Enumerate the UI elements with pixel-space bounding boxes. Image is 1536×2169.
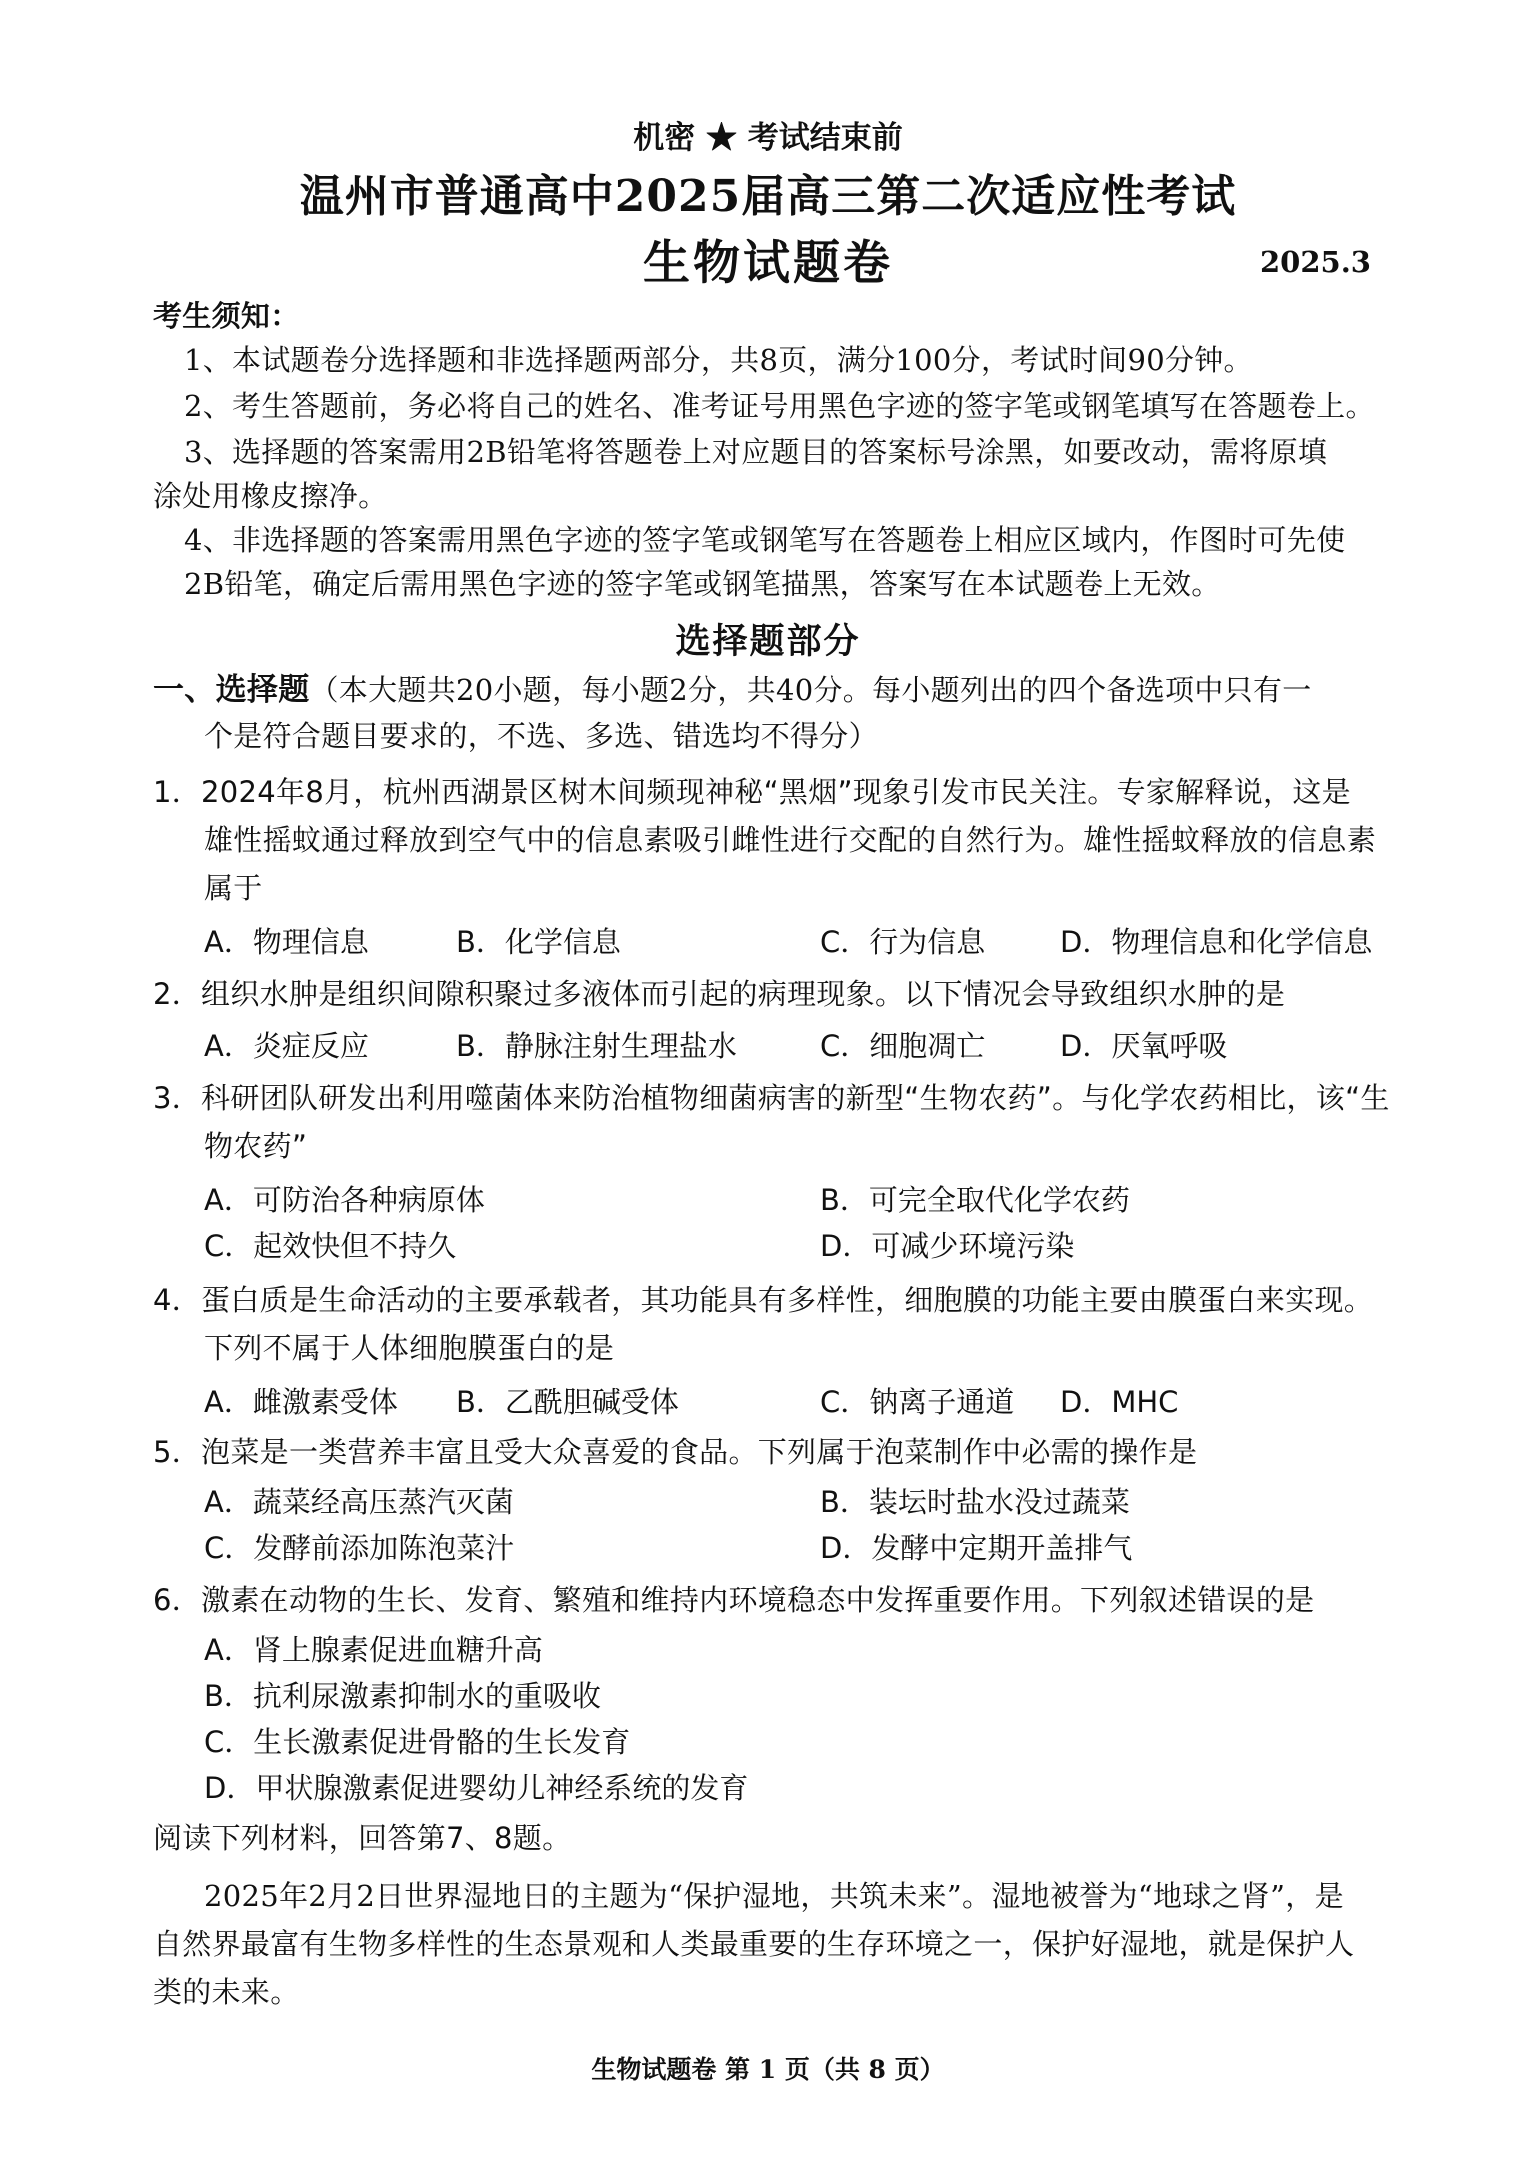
notice-item-4: 4、非选择题的答案需用黑色字迹的签字笔或钢笔写在答题卷上相应区域内，作图时可先使 [184, 523, 1346, 557]
q5-option-b: B．装坛时盐水没过蔬菜 [820, 1485, 1130, 1519]
notice-item-2: 2、考生答题前，务必将自己的姓名、准考证号用黑色字迹的签字笔或钢笔填写在答题卷上。 [184, 389, 1375, 423]
notice-item-3: 3、选择题的答案需用2B铅笔将答题卷上对应题目的答案标号涂黑，如要改动，需将原填 [184, 435, 1328, 469]
reading-prompt: 阅读下列材料，回答第7、8题。 [153, 1821, 572, 1855]
q4-option-a: A．雌激素受体 [204, 1385, 398, 1419]
q2-line-1: 2．组织水肿是组织间隙积聚过多液体而引起的病理现象。以下情况会导致组织水肿的是 [153, 977, 1286, 1011]
q5-line-1: 5．泡菜是一类营养丰富且受大众喜爱的食品。下列属于泡菜制作中必需的操作是 [153, 1435, 1198, 1469]
q2-option-d: D．厌氧呼吸 [1060, 1029, 1228, 1063]
q4-option-d: D．MHC [1060, 1385, 1179, 1419]
subject-title: 生物试题卷 [643, 236, 893, 291]
q6-option-d: D．甲状腺激素促进婴幼儿神经系统的发育 [204, 1771, 749, 1805]
q3-option-b: B．可完全取代化学农药 [820, 1183, 1130, 1217]
q5-option-c: C．发酵前添加陈泡菜汁 [204, 1531, 515, 1565]
q3-line-1: 3．科研团队研发出利用噬菌体来防治植物细菌病害的新型“生物农药”。与化学农药相比，该“生 [153, 1081, 1390, 1115]
q6-option-a: A．肾上腺素促进血糖升高 [204, 1633, 543, 1667]
q1-line-1: 1．2024年8月，杭州西湖景区树木间频现神秘“黑烟”现象引发市民关注。专家解释说，这是 [153, 775, 1351, 809]
reading-line-1: 2025年2月2日世界湿地日的主题为“保护湿地，共筑未来”。湿地被誉为“地球之肾”，是 [204, 1879, 1344, 1913]
q6-option-c: C．生长激素促进骨骼的生长发育 [204, 1725, 631, 1759]
q4-line-1: 4．蛋白质是生命活动的主要承载者，其功能具有多样性，细胞膜的功能主要由膜蛋白来实现。 [153, 1283, 1374, 1317]
q6-option-b: B．抗利尿激素抑制水的重吸收 [204, 1679, 601, 1713]
part1-heading [153, 668, 1312, 712]
q1-line-3: 属于 [204, 871, 263, 905]
q5-option-d: D．发酵中定期开盖排气 [820, 1531, 1133, 1565]
page-footer: 生物试题卷 第 1 页（共 8 页） [591, 2055, 945, 2084]
q3-option-a: A．可防治各种病原体 [204, 1183, 485, 1217]
q3-option-d: D．可减少环境污染 [820, 1229, 1075, 1263]
q1-option-d: D．物理信息和化学信息 [1060, 925, 1373, 959]
q1-option-a: A．物理信息 [204, 925, 369, 959]
confidential-label: 机密 ★ 考试结束前 [633, 120, 903, 156]
notice-item-3-cont: 涂处用橡皮擦净。 [153, 479, 388, 513]
notice-item-1: 1、本试题卷分选择题和非选择题两部分，共8页，满分100分，考试时间90分钟。 [184, 343, 1253, 377]
q1-line-2: 雄性摇蚊通过释放到空气中的信息素吸引雌性进行交配的自然行为。雄性摇蚊释放的信息素 [204, 823, 1377, 857]
reading-line-2: 自然界最富有生物多样性的生态景观和人类最重要的生存环境之一，保护好湿地，就是保护人 [153, 1927, 1355, 1961]
q2-option-b: B．静脉注射生理盐水 [456, 1029, 737, 1063]
notice-item-4-cont: 2B铅笔，确定后需用黑色字迹的签字笔或钢笔描黑，答案写在本试题卷上无效。 [184, 567, 1221, 601]
part1-desc-cont: 个是符合题目要求的，不选、多选、错选均不得分） [204, 719, 878, 753]
q3-option-c: C．起效快但不持久 [204, 1229, 457, 1263]
exam-date: 2025.3 [1260, 245, 1371, 279]
section-title: 选择题部分 [675, 621, 861, 662]
part1-label: 一、选择题 [153, 672, 310, 708]
q1-option-b: B．化学信息 [456, 925, 621, 959]
q2-option-a: A．炎症反应 [204, 1029, 369, 1063]
exam-title: 温州市普通高中2025届高三第二次适应性考试 [299, 171, 1237, 222]
q6-line-1: 6．激素在动物的生长、发育、繁殖和维持内环境稳态中发挥重要作用。下列叙述错误的是 [153, 1583, 1315, 1617]
q4-line-2: 下列不属于人体细胞膜蛋白的是 [204, 1331, 615, 1365]
q2-option-c: C．细胞凋亡 [820, 1029, 986, 1063]
q3-line-2: 物农药” [204, 1129, 308, 1163]
part1-desc: （本大题共20小题，每小题2分，共40分。每小题列出的四个备选项中只有一 [309, 673, 1312, 707]
q4-option-c: C．钠离子通道 [820, 1385, 1015, 1419]
reading-line-3: 类的未来。 [153, 1975, 300, 2009]
notice-heading: 考生须知： [153, 299, 300, 333]
q4-option-b: B．乙酰胆碱受体 [456, 1385, 679, 1419]
q5-option-a: A．蔬菜经高压蒸汽灭菌 [204, 1485, 514, 1519]
q1-option-c: C．行为信息 [820, 925, 986, 959]
